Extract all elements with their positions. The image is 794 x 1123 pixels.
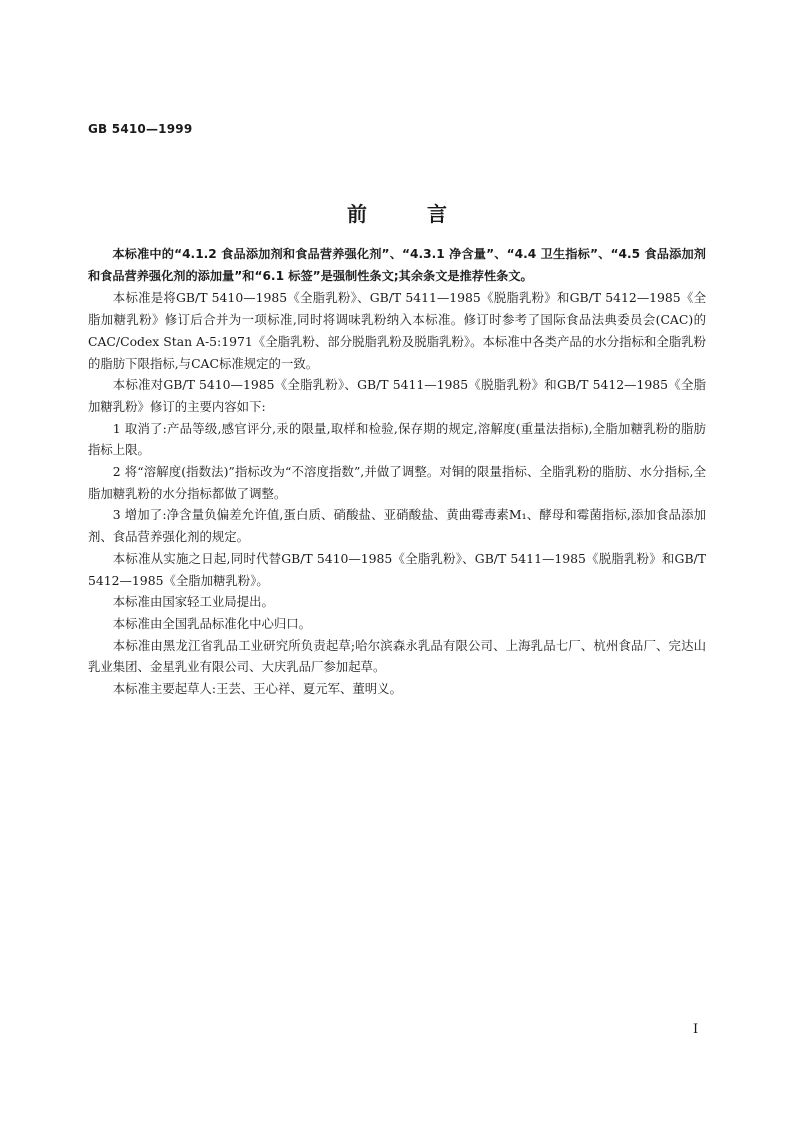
- paragraph-drafting-units: 本标准由黑龙江省乳品工业研究所负责起草;哈尔滨森永乳品有限公司、上海乳品七厂、杭州食品厂、完达山乳业集团、金星乳业有限公司、大庆乳品厂参加起草。: [88, 637, 706, 675]
- paragraph-revision-basis: 本标准是将GB/T 5410—1985《全脂乳粉》、GB/T 5411—1985《脱脂乳粉》和GB/T 5412—1985《全脂加糖乳粉》修订后合并为一项标准,同时将调味乳粉纳入本标准。修订时参考了国际食品法典委员会(CAC)的CAC/Codex Stan A-5:1971《全脂乳粉、部分脱脂乳粉及脱脂乳粉》。本标准中各类产品的水分指标和全脂乳粉的脂肪下限指标,与CAC标准规定的一致。: [88, 290, 706, 371]
- section-title: [0, 198, 794, 227]
- paragraph-replacement: 本标准从实施之日起,同时代替GB/T 5410—1985《全脂乳粉》、GB/T 5411—1985《脱脂乳粉》和GB/T 5412—1985《全脂加糖乳粉》。: [88, 550, 706, 588]
- paragraph-change-1: 1 取消了:产品等级,感官评分,汞的限量,取样和检验,保存期的规定,溶解度(重量法指标),全脂加糖乳粉的脂肪指标上限。: [88, 420, 706, 458]
- paragraph-administrator: 本标准由全国乳品标准化中心归口。: [112, 615, 312, 631]
- paragraph-change-3: 3 增加了:净含量负偏差允许值,蛋白质、硝酸盐、亚硝酸盐、黄曲霉毒素M₁、酵母和霉菌指标,添加食品添加剂、食品营养强化剂的规定。: [88, 507, 706, 545]
- title-char-2: 言: [427, 202, 447, 226]
- paragraph-mandatory-clauses: 本标准中的“4.1.2 食品添加剂和食品营养强化剂”、“4.3.1 净含量”、“4.4 卫生指标”、“4.5 食品添加剂和食品营养强化剂的添加量”和“6.1 标签”是强制性条文;其余条文是推荐性条文。: [88, 247, 706, 283]
- foreword-body: [88, 244, 706, 700]
- paragraph-change-2: 2 将“溶解度(指数法)”指标改为“不溶度指数”,并做了调整。对铜的限量指标、全脂乳粉的脂肪、水分指标,全脂加糖乳粉的水分指标都做了调整。: [88, 464, 706, 501]
- paragraph-revision-intro: 本标准对GB/T 5410—1985《全脂乳粉》、GB/T 5411—1985《脱脂乳粉》和GB/T 5412—1985《全脂加糖乳粉》修订的主要内容如下:: [88, 377, 706, 414]
- paragraph-proposer: 本标准由国家轻工业局提出。: [112, 594, 274, 610]
- page-number: I: [693, 1022, 699, 1037]
- standard-code-header: GB 5410—1999: [88, 122, 193, 136]
- title-char-1: 前: [347, 202, 367, 226]
- paragraph-drafters: 本标准主要起草人:王芸、王心祥、夏元军、董明义。: [112, 681, 402, 697]
